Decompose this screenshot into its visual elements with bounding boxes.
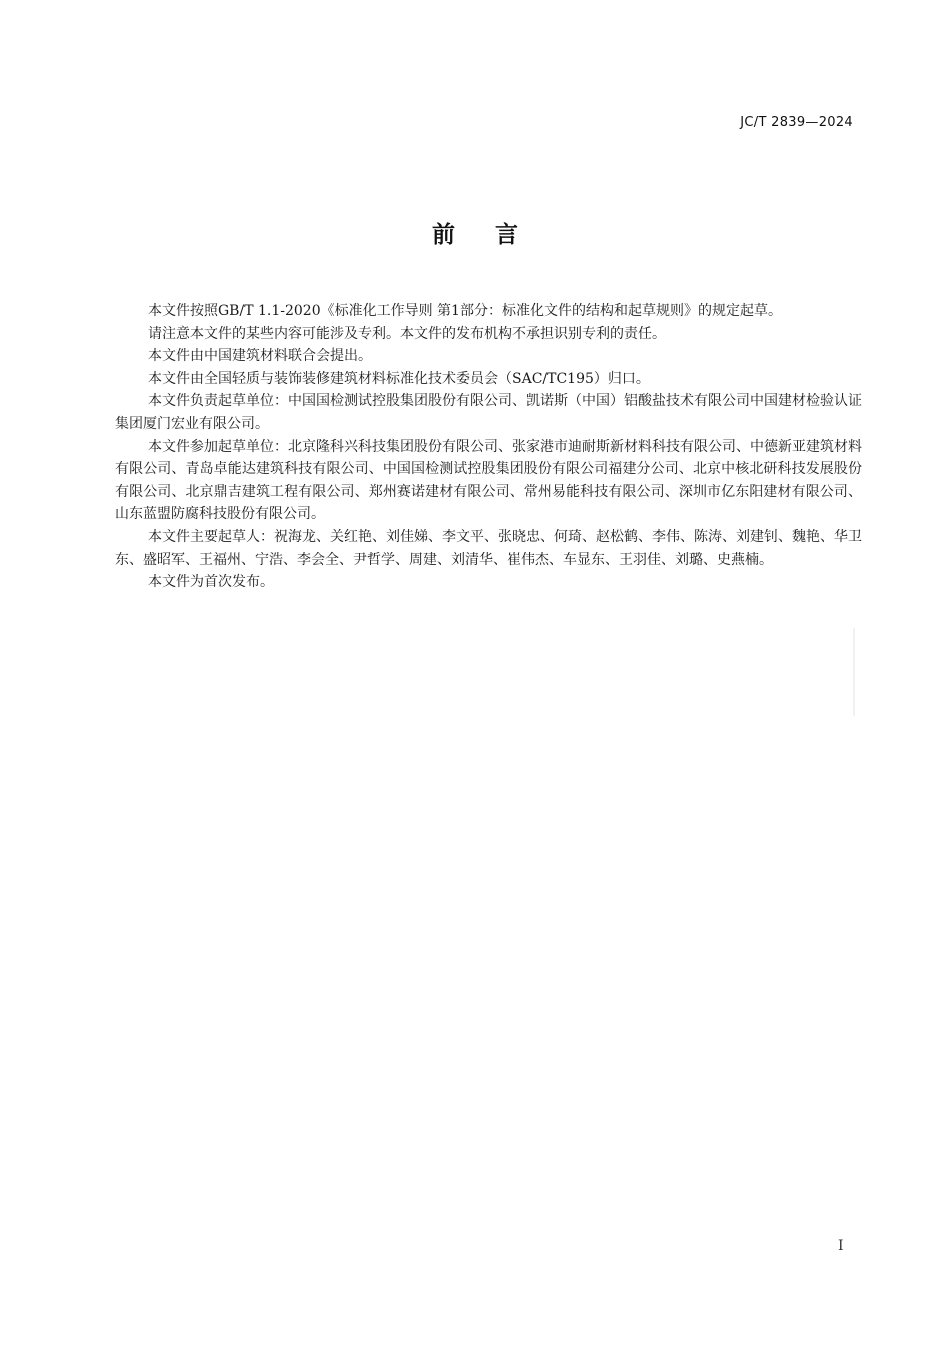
page-number: I bbox=[838, 1238, 844, 1254]
paragraph-proposer: 本文件由中国建筑材料联合会提出。 bbox=[148, 348, 372, 365]
paragraph-patent-notice: 请注意本文件的某些内容可能涉及专利。本文件的发布机构不承担识别专利的责任。 bbox=[148, 325, 666, 342]
paragraph-participating-drafters: 本文件参加起草单位：北京隆科兴科技集团股份有限公司、张家港市迪耐斯新材料科技有限公司、中德新亚建筑材料有限公司、青岛卓能达建筑科技有限公司、中国国检测试控股集团股份有限公司福建分公司、北京中核北研科技发展股份有限公司、北京鼎吉建筑工程有限公司、郑州赛诺建材有限公司、常州易能科技有限公司、深圳市亿东阳建材有限公司、山东蓝盟防腐科技股份有限公司。 bbox=[115, 438, 862, 523]
paragraph-main-drafters: 本文件主要起草人：祝海龙、关红艳、刘佳娣、李文平、张晓忠、何琦、赵松鹤、李伟、陈涛、刘建钊、魏艳、华卫东、盛昭军、王福州、宁浩、李会全、尹哲学、周建、刘清华、崔伟杰、车显东、王羽佳、刘璐、史燕楠。 bbox=[115, 528, 862, 568]
paragraph-committee: 本文件由全国轻质与装饰装修建筑材料标准化技术委员会（SAC/TC195）归口。 bbox=[148, 370, 650, 387]
foreword-body bbox=[115, 300, 862, 594]
page-title: 前言 bbox=[432, 222, 558, 248]
document-code: JC/T 2839—2024 bbox=[740, 115, 853, 130]
paragraph-drafting-rules: 本文件按照GB/T 1.1-2020《标准化工作导则 第1部分：标准化文件的结构和起草规则》的规定起草。 bbox=[148, 303, 782, 319]
paragraph-first-edition: 本文件为首次发布。 bbox=[148, 574, 274, 591]
scan-artifact-line bbox=[853, 628, 855, 716]
paragraph-lead-drafters: 本文件负责起草单位：中国国检测试控股集团股份有限公司、凯诺斯（中国）铝酸盐技术有限公司中国建材检验认证集团厦门宏业有限公司。 bbox=[115, 393, 862, 432]
